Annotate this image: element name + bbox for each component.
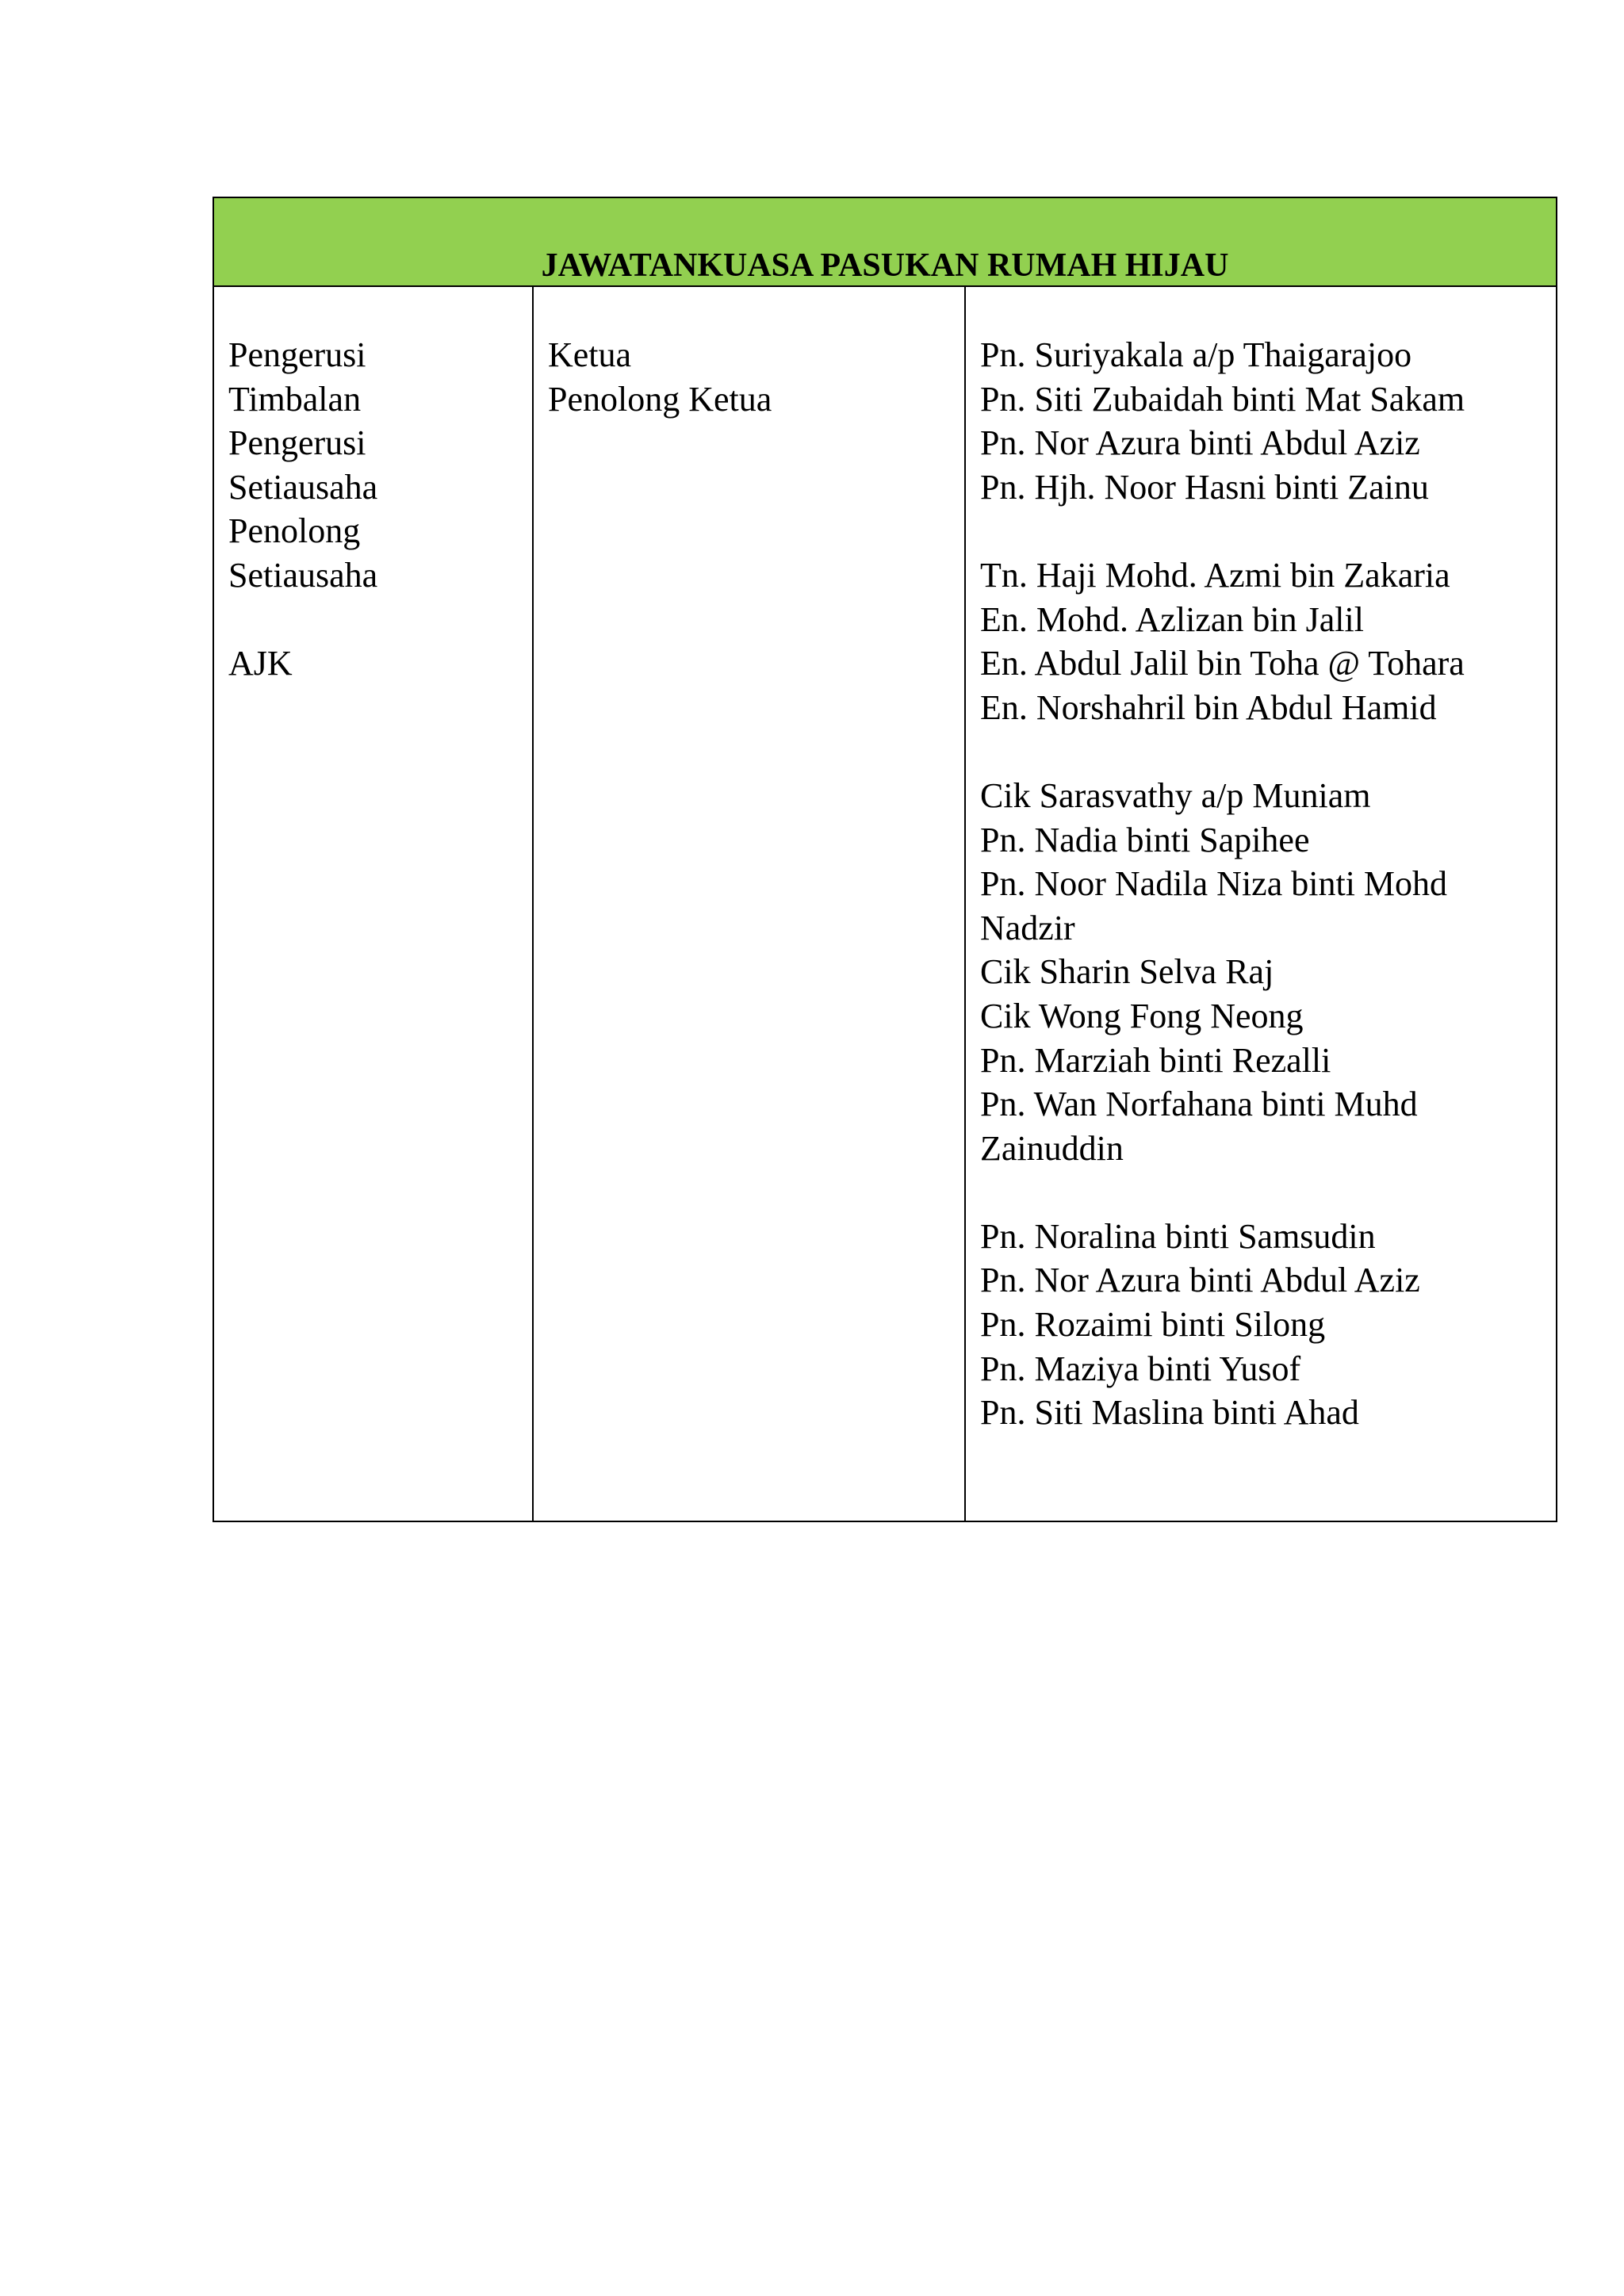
title-line: Penolong Ketua [548,379,772,419]
member-line: Nadzir [980,908,1075,947]
blank-line [228,598,532,642]
member-line: Pn. Noralina binti Samsudin [980,1216,1376,1256]
blank-line [980,1170,1556,1215]
committee-table [213,197,1557,1522]
member-line: Cik Sharin Selva Raj [980,952,1274,992]
role-line: Timbalan [228,379,362,419]
member-line: Pn. Nadia binti Sapihee [980,820,1310,859]
member-line: Pn. Nor Azura binti Abdul Aziz [980,1261,1420,1300]
member-line: Cik Sarasvathy a/p Muniam [980,775,1371,815]
member-line: En. Norshahril bin Abdul Hamid [980,687,1437,727]
member-line: En. Abdul Jalil bin Toha @ Tohara [980,644,1465,683]
member-line: Pn. Siti Zubaidah binti Mat Sakam [980,379,1465,419]
titles-column [534,287,966,1521]
member-line: Pn. Hjh. Noor Hasni binti Zainu [980,467,1429,507]
role-line: Pengerusi [228,335,366,374]
member-line: Pn. Noor Nadila Niza binti Mohd [980,864,1448,904]
member-line: Pn. Marziah binti Rezalli [980,1040,1331,1080]
title-line: Ketua [548,335,632,374]
table-body [214,287,1556,1521]
member-line: Tn. Haji Mohd. Azmi bin Zakaria [980,555,1450,595]
table-header [214,198,1556,287]
role-line: Penolong [228,511,361,551]
members-column [966,287,1556,1521]
member-line: Pn. Suriyakala a/p Thaigarajoo [980,335,1412,374]
blank-line [980,509,1556,553]
member-line: Pn. Siti Maslina binti Ahad [980,1393,1359,1433]
roles-column [214,287,534,1521]
member-line: Pn. Nor Azura binti Abdul Aziz [980,423,1420,463]
role-line: Setiausaha [228,467,378,507]
member-line: Zainuddin [980,1128,1124,1168]
member-line: Pn. Wan Norfahana binti Muhd [980,1085,1418,1124]
role-line: AJK [228,644,293,683]
role-line: Pengerusi [228,423,366,463]
member-line: En. Mohd. Azlizan bin Jalil [980,599,1364,639]
blank-line [980,729,1556,774]
member-line: Pn. Maziya binti Yusof [980,1349,1301,1388]
member-line: Pn. Rozaimi binti Silong [980,1305,1326,1345]
role-line: Setiausaha [228,555,378,595]
table-title: JAWATANKUASA PASUKAN RUMAH HIJAU [541,247,1229,284]
member-line: Cik Wong Fong Neong [980,996,1304,1035]
